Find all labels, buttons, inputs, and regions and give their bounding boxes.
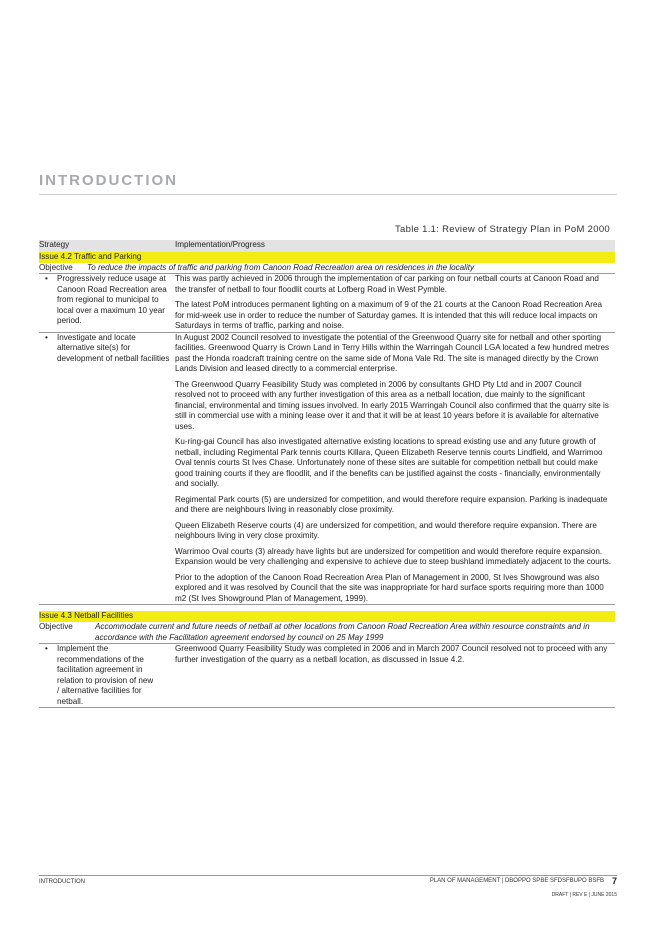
strategy-cell — [39, 333, 175, 365]
implementation-cell — [175, 644, 615, 708]
header-implementation: Implementation/Progress — [175, 240, 615, 252]
footer-revision: DRAFT | REV E | JUNE 2015 — [551, 892, 617, 898]
implementation-paragraph: Ku-ring-gai Council has also investigated alternative existing locations to spread existing use and any future growth of netball, including Regimental Park tennis courts Killara, Queen Elizabeth Reserve tennis courts Lindfield, and Warrimoo Oval tennis courts St Ives Chase. Unfortunately none of these sites are suitable for competition netball but could make good training courts if they are floodlit, and if the benefits can be justified against the costs - financially, environmentally and socially. — [175, 437, 603, 489]
footer-divider — [39, 875, 617, 876]
implementation-paragraph: Regimental Park courts (5) are undersized for competition, and would therefore require expansion. Parking is inadequate and there are neighbours living in reasonably close proximity. — [175, 494, 608, 515]
implementation-cell — [175, 274, 615, 333]
heading-divider — [39, 194, 617, 195]
implementation-cell — [175, 332, 615, 605]
table-row — [39, 332, 615, 605]
table-caption: Table 1.1: Review of Strategy Plan in PoM 2000 — [395, 224, 610, 235]
implementation-paragraph: In August 2002 Council resolved to investigate the potential of the Greenwood Quarry site for netball and other sporting facilities. Greenwood Quarry is Crown Land in Terry Hills within the Warringah Council LGA located a few hundred metres past the Honda roadcraft training centre on the same side of Mona Vale Rd. The site is managed directly by the Crown Lands Division and leased directly to a commercial enterprise. — [175, 332, 610, 374]
objective-label: Objective — [39, 621, 73, 631]
implementation-paragraph: The latest PoM introduces permanent lighting on a maximum of 9 of the 21 courts at the Canoon Road Recreation Area for mid-week use in order to reduce the number of Saturday games. It is intended that this will reduce local impacts on Saturdays in terms of traffic, parking and noise. — [175, 300, 602, 331]
strategy-text: Investigate and locate alternative site(s) for development of netball facilities — [57, 332, 170, 363]
bullet-icon: • — [45, 644, 48, 654]
implementation-paragraph: Queen Elizabeth Reserve courts (4) are undersized for competition, and would therefore require expansion. There are neighbours living in very close proximity. — [175, 520, 597, 541]
table-header-row — [39, 240, 615, 252]
implementation-paragraph: Prior to the adoption of the Canoon Road Recreation Area Plan of Management in 2000, St Ives Showground was also explored and it was resolved by Council that the site was inappropriate for hard surface sports requiring more than 1000 m2 (St Ives Showground Plan of Management, 1999). — [175, 572, 604, 603]
bullet-icon: • — [45, 332, 48, 342]
issue-row — [39, 252, 615, 263]
implementation-paragraph: The Greenwood Quarry Feasibility Study was completed in 2006 by consultants GHD Pty Ltd and in 2007 Council resolved not to proceed with any further investigation of this area as a netball location, due mainly to the significant financial, environmental and timing issues involved. In early 2015 Warringah Council also confirmed that the quarry site is still in commercial use with a mining lease over it and that it will be at least 10 years before it is available for alternative uses. — [175, 379, 609, 431]
implementation-paragraph: This was partly achieved in 2006 through the implementation of car parking on four netball courts at Canoon Road and the transfer of netball to four floodlit courts at Lofberg Road in West Pymble. — [175, 274, 599, 294]
strategy-text: Progressively reduce usage at Canoon Road Recreation area from regional to municipal to local over a maximum 10 year period. — [57, 274, 167, 326]
implementation-paragraph: Warrimoo Oval courts (3) already have lights but are undersized for competition and would therefore require expansion. Expansion would be very challenging and expensive to achieve due to steep bushland immediately adjacent to the courts. — [175, 546, 611, 567]
table-row — [39, 644, 615, 708]
objective-text: To reduce the impacts of traffic and parking from Canoon Road Recreation area on residences in the locality — [87, 262, 475, 272]
objective-row — [39, 622, 615, 644]
issue-title: Issue 4.3 Netball Facilities — [39, 611, 615, 622]
strategy-cell — [39, 274, 175, 327]
issue-title: Issue 4.2 Traffic and Parking — [39, 252, 615, 263]
footer-section-label: INTRODUCTION — [39, 879, 85, 885]
table-row — [39, 274, 615, 333]
strategy-review-table — [39, 240, 615, 708]
objective-text: Accommodate current and future needs of netball at other locations from Canoon Road Recreation Area within resource constraints and in accordance with the Facilitation agreement endorsed by council on 25 May 1999 — [95, 621, 590, 642]
strategy-text: Implement the recommendations of the facilitation agreement in relation to provision of new / alternative facilities for netball. — [57, 644, 154, 706]
footer-document-title: PLAN OF MANAGEMENT | DBOPPO SPBE SFDSFBUPO BSFB — [429, 878, 604, 884]
issue-row — [39, 611, 615, 622]
header-strategy: Strategy — [39, 240, 175, 252]
objective-row — [39, 263, 615, 274]
strategy-cell — [39, 644, 175, 707]
bullet-icon: • — [45, 274, 48, 284]
page-number: 7 — [611, 876, 617, 886]
page-heading: INTRODUCTION — [39, 172, 178, 189]
implementation-paragraph: Greenwood Quarry Feasibility Study was completed in 2006 and in March 2007 Council resolved not to proceed with any further investigation of the quarry as a netball location, as discussed in Issue 4.2. — [175, 644, 608, 664]
objective-label: Objective — [39, 262, 73, 272]
